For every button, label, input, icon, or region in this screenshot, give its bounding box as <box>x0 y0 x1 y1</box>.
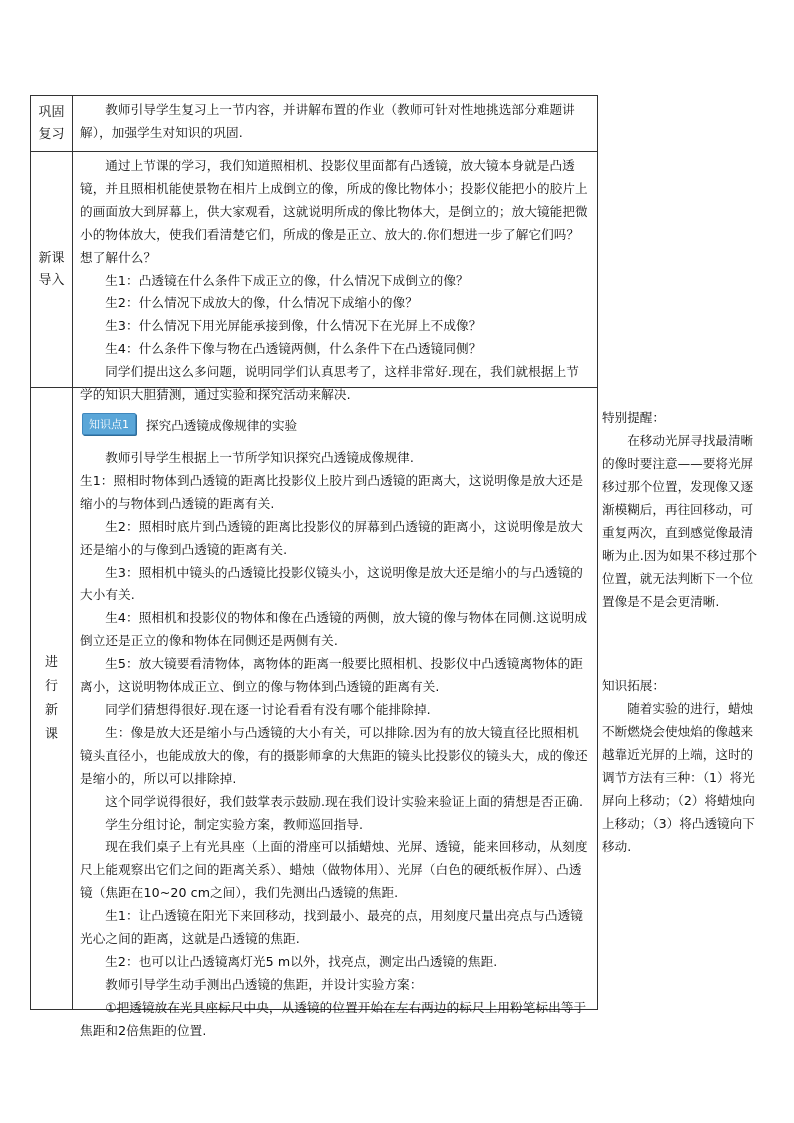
paragraph: 生2：照相时底片到凸透镜的距离比投影仪的屏幕到凸透镜的距离小，这说明像是放大还是缩小的与像到凸透镜的距离有关. <box>80 518 583 557</box>
knowledge-point-header <box>82 413 591 435</box>
side-note-title: 知识拓展： <box>602 678 665 693</box>
side-note-body: 在移动光屏寻找最清晰的像时要注意——要将光屏移过那个位置，发现像又逐渐模糊后，再往回移动，可重复两次，直到感觉像最清晰为止.因为如果不移过那个位置，就无法判断下一个位置像是不是会更清晰. <box>602 433 758 609</box>
row-content <box>73 388 597 1038</box>
knowledge-point-title: 探究凸透镜成像规律的实验 <box>146 417 298 433</box>
paragraph: 这个同学说得很好，我们鼓掌表示鼓励.现在我们设计实验来验证上面的猜想是否正确. <box>105 793 584 809</box>
paragraph: 生2：什么情况下成放大的像，什么情况下成缩小的像？ <box>105 295 418 311</box>
paragraph: 生1：让凸透镜在阳光下来回移动，找到最小、最亮的点，用刻度尺量出亮点与凸透镜光心之间的距离，这就是凸透镜的焦距. <box>80 908 583 947</box>
paragraph: 同学们猜想得很好.现在逐一讨论看看有没有哪个能排除掉. <box>105 701 431 717</box>
paragraph: 同学们提出这么多问题，说明同学们认真思考了，这样非常好.现在，我们就根据上节学的知识大胆猜测，通过实验和探究活动来解决. <box>80 364 579 403</box>
paragraph: 教师引导学生动手测出凸透镜的焦距，并设计实验方案： <box>105 976 423 992</box>
paragraph: 教师引导学生根据上一节所学知识探究凸透镜成像规律. <box>105 450 414 465</box>
row-label <box>31 388 73 1009</box>
paragraph: 生5：放大镜要看清物体，离物体的距离一般要比照相机、投影仪中凸透镜离物体的距离小，这说明物体成正立、倒立的像与物体到凸透镜的距离有关. <box>80 656 583 695</box>
knowledge-point-badge: 知识点1 <box>82 413 136 435</box>
row-label-text: 新课导入 <box>38 250 65 288</box>
row-content <box>73 96 597 151</box>
row-label <box>31 152 73 387</box>
paragraph: 生4：照相机和投影仪的物体和像在凸透镜的两侧，放大镜的像与物体在同侧.这说明成倒立还是正立的像和物体在同侧还是两侧有关. <box>80 610 588 649</box>
row-label-text: 巩固复习 <box>38 104 65 142</box>
paragraph: 生：像是放大还是缩小与凸透镜的大小有关，可以排除.因为有的放大镜直径比照相机镜头直径小，也能成放大的像，有的摄影师拿的大焦距的镜头比投影仪的镜头大，成的像还是缩小的，所以可以排除掉. <box>80 724 588 786</box>
row-label-text: 进行新课 <box>44 654 58 742</box>
paragraph: ①把透镜放在光具座标尺中央，从透镜的位置开始在左右两边的标尺上用粉笔标出等于焦距和2倍焦距的位置. <box>80 999 587 1038</box>
paragraph: 通过上节课的学习，我们知道照相机、投影仪里面都有凸透镜，放大镜本身就是凸透镜，并且照相机能使景物在相片上成倒立的像，所成的像比物体小；投影仪能把小的胶片上的画面放大到屏幕上，供大家观看，这就说明所成的像比物体大，是倒立的；放大镜能把微小的物体放大，使我们看清楚它们，所成的像是正立、放大的.你们想进一步了解它们吗？想了解什么？ <box>80 158 588 265</box>
paragraph: 学生分组讨论，制定实验方案，教师巡回指导. <box>105 816 364 832</box>
lesson-table <box>30 95 598 1038</box>
side-note-extension <box>602 674 762 858</box>
row-label <box>31 96 73 151</box>
paragraph: 现在我们桌子上有光具座（上面的滑座可以插蜡烛、光屏、透镜，能来回移动，从刻度尺上能观察出它们之间的距离关系）、蜡烛（做物体用）、光屏（白色的硬纸板作屏）、凸透镜（焦距在10~20 cm之间），我们先测出凸透镜的焦距. <box>80 839 588 901</box>
paragraph: 生2：也可以让凸透镜离灯光5 m以外，找亮点，测定出凸透镜的焦距. <box>105 953 498 969</box>
row-intro <box>30 152 598 403</box>
row-review <box>30 95 598 152</box>
paragraph: 生3：照相机中镜头的凸透镜比投影仪镜头小，这说明像是放大还是缩小的与凸透镜的大小有关. <box>80 564 583 603</box>
side-note-body: 随着实验的进行，蜡烛不断燃烧会使烛焰的像越来越靠近光屏的上端，这时的调节方法有三种：（1）将光屏向上移动；（2）将蜡烛向上移动；（3）将凸透镜向下移动. <box>602 701 755 854</box>
row-new-lesson <box>30 388 598 1038</box>
paragraph: 生3：什么情况下用光屏能承接到像，什么情况下在光屏上不成像？ <box>105 318 482 334</box>
paragraph: 生1：凸透镜在什么条件下成正立的像，什么情况下成倒立的像？ <box>105 272 469 288</box>
paragraph: 生4：什么条件下像与物在凸透镜两侧，什么条件下在凸透镜同侧？ <box>105 341 482 357</box>
side-note-title: 特别提醒： <box>602 410 665 425</box>
side-note-reminder <box>602 406 762 613</box>
paragraph: 教师引导学生复习上一节内容，并讲解布置的作业（教师可针对性地挑选部分难题讲解），加强学生对知识的巩固. <box>80 102 575 140</box>
row-content <box>73 152 597 403</box>
paragraph: 生1：照相时物体到凸透镜的距离比投影仪上胶片到凸透镜的距离大，这说明像是放大还是缩小的与物体到凸透镜的距离有关. <box>80 472 584 511</box>
